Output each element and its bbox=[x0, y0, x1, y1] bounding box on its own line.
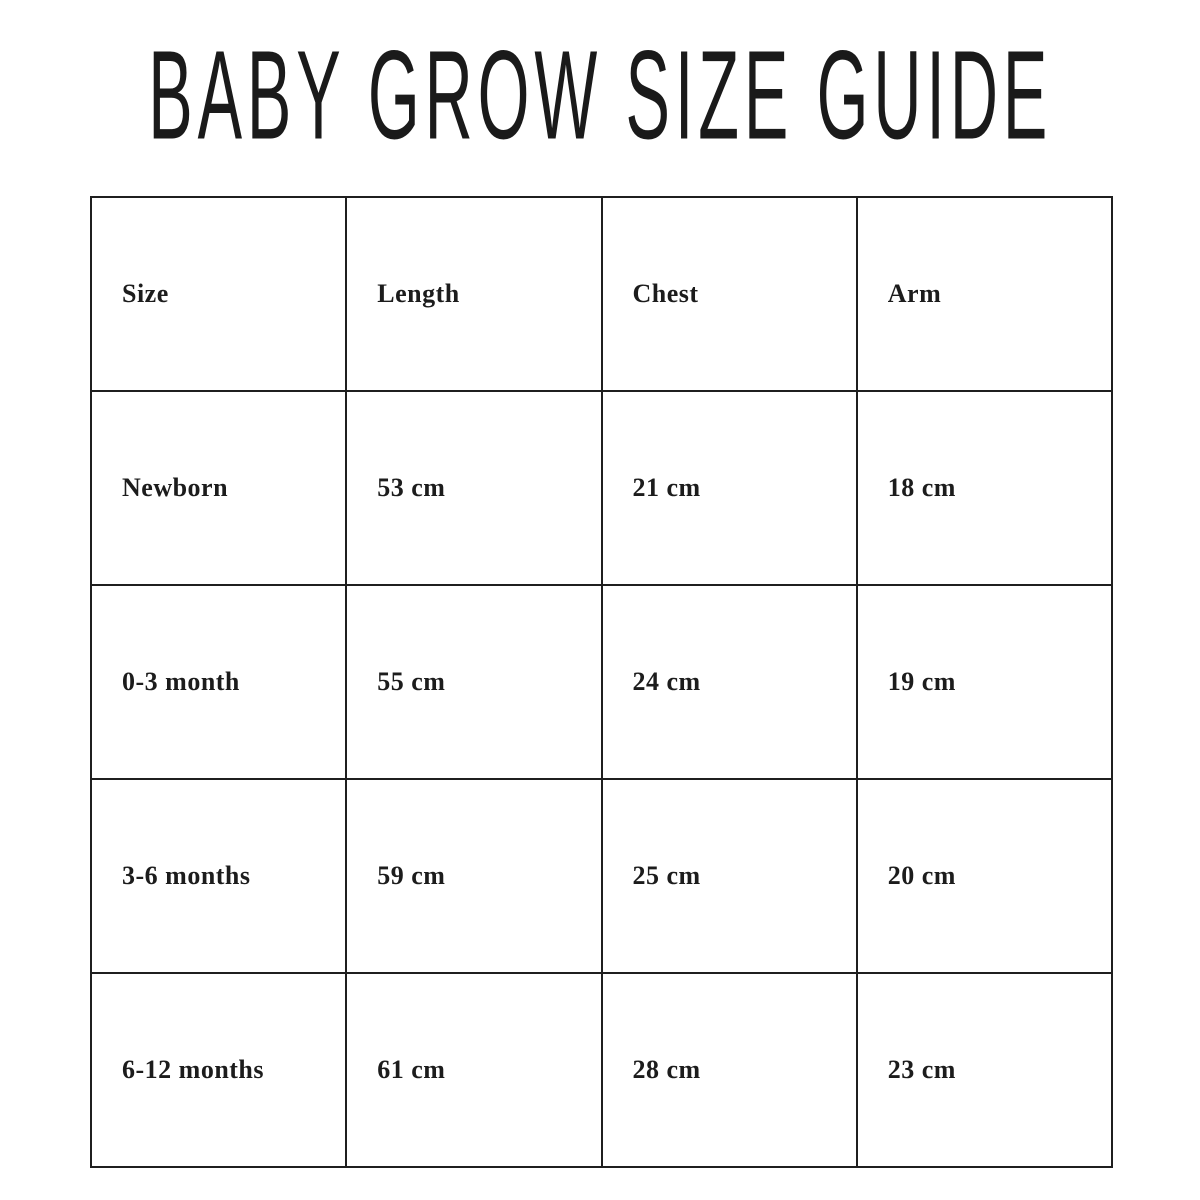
header-cell-size: Size bbox=[91, 197, 346, 391]
table-row bbox=[91, 585, 1112, 779]
cell-arm: 18 cm bbox=[857, 391, 1112, 585]
cell-size: Newborn bbox=[91, 391, 346, 585]
page-title: BABY GROW SIZE GUIDE bbox=[147, 25, 1052, 166]
header-cell-arm: Arm bbox=[857, 197, 1112, 391]
cell-length: 55 cm bbox=[346, 585, 601, 779]
cell-size: 0-3 month bbox=[91, 585, 346, 779]
cell-arm: 19 cm bbox=[857, 585, 1112, 779]
table-row bbox=[91, 391, 1112, 585]
cell-chest: 28 cm bbox=[602, 973, 857, 1167]
table-row bbox=[91, 973, 1112, 1167]
cell-length: 53 cm bbox=[346, 391, 601, 585]
cell-arm: 20 cm bbox=[857, 779, 1112, 973]
cell-length: 59 cm bbox=[346, 779, 601, 973]
table-header-row bbox=[91, 197, 1112, 391]
size-guide-table bbox=[90, 196, 1113, 1168]
header-cell-chest: Chest bbox=[602, 197, 857, 391]
cell-size: 6-12 months bbox=[91, 973, 346, 1167]
cell-length: 61 cm bbox=[346, 973, 601, 1167]
cell-chest: 24 cm bbox=[602, 585, 857, 779]
table-row bbox=[91, 779, 1112, 973]
cell-arm: 23 cm bbox=[857, 973, 1112, 1167]
cell-chest: 21 cm bbox=[602, 391, 857, 585]
cell-chest: 25 cm bbox=[602, 779, 857, 973]
page-title-container bbox=[0, 8, 1200, 183]
header-cell-length: Length bbox=[346, 197, 601, 391]
cell-size: 3-6 months bbox=[91, 779, 346, 973]
